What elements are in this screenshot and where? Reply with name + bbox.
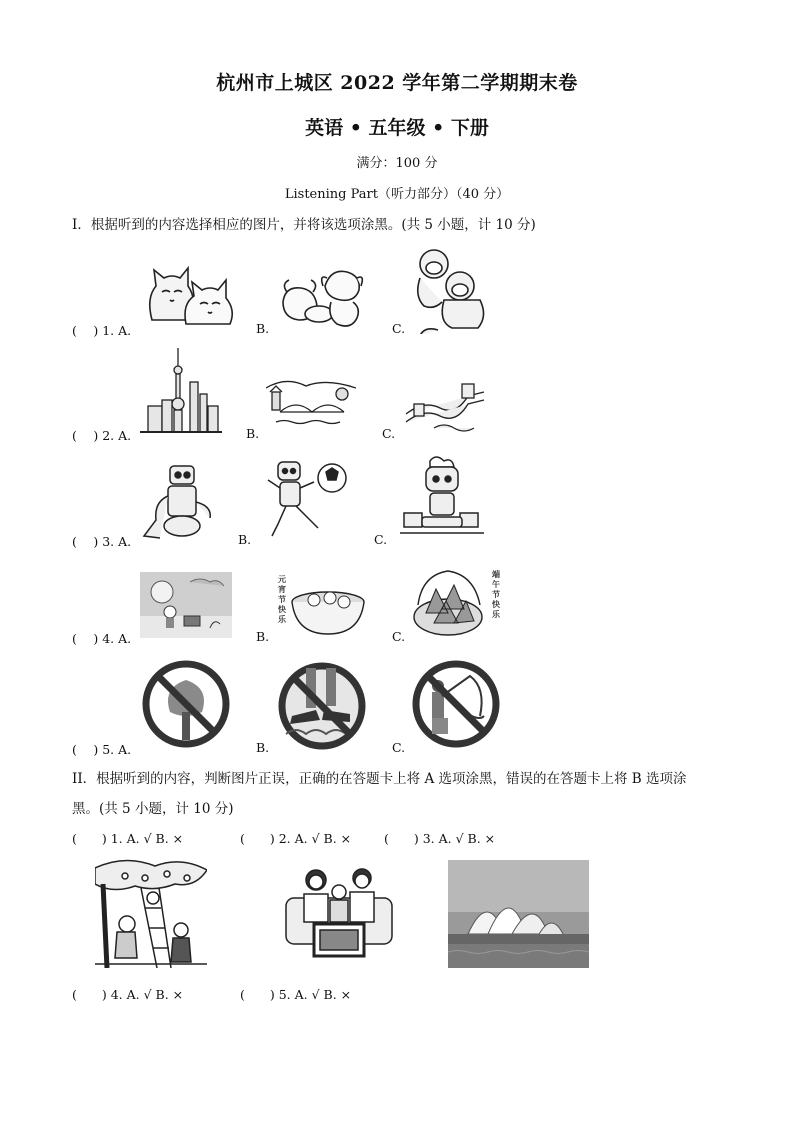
bowl-char-4: 快 (278, 605, 286, 614)
bowl-char-5: 乐 (278, 615, 286, 624)
q2-option-c: C. (382, 426, 396, 441)
mid-autumn-scene-icon (140, 572, 232, 638)
q3-option-c: C. (374, 532, 388, 547)
robot-vacuuming-icon (140, 462, 220, 542)
zongzi-char-5: 乐 (492, 610, 500, 619)
q5-option-c: C. (392, 740, 406, 755)
q2-option-b: B. (246, 426, 260, 441)
no-cutting-trees-icon (140, 658, 232, 750)
page-title: 杭州市上城区 2022 学年第二学期期末卷 (216, 72, 578, 94)
zongzi-char-4: 快 (492, 600, 500, 609)
zongzi-char-3: 节 (492, 590, 500, 599)
q2-label: ( ) 2. A. (72, 428, 132, 443)
q1-option-c: C. (392, 321, 406, 336)
q3-label: ( ) 3. A. (72, 534, 132, 549)
section1-instruction: I．根据听到的内容选择相应的图片，并将该选项涂黑。(共 5 小题，计 10 分) (72, 217, 536, 233)
two-puppies-icon (275, 262, 370, 330)
west-lake-bridge-icon (266, 374, 356, 432)
sydney-opera-house-icon (448, 860, 589, 968)
section2-instruction-line2: 黑。(共 5 小题，计 10 分) (72, 801, 234, 817)
page-subtitle: 英语 • 五年级 • 下册 (305, 117, 489, 139)
q4-option-b: B. (256, 629, 270, 644)
section2-instruction-line1: II．根据听到的内容，判断图片正误，正确的在答题卡上将 A 选项涂黑，错误的在答题卡上将 B 选项涂 (72, 771, 687, 787)
two-cats-icon (142, 258, 237, 330)
zongzi-char-1: 端 (492, 570, 500, 579)
q5-option-b: B. (256, 740, 270, 755)
two-monkeys-icon (408, 246, 490, 334)
robot-cooking-icon (396, 455, 488, 541)
q1-option-b: B. (256, 321, 270, 336)
no-fishing-icon (410, 658, 502, 750)
s2-q5: ( ) 5. A. √ B. × (240, 987, 352, 1002)
s2-q4: ( ) 4. A. √ B. × (72, 987, 184, 1002)
lantern-festival-bowl-icon (276, 572, 368, 638)
family-watching-tv-icon (282, 862, 396, 962)
bowl-char-2: 宵 (278, 585, 286, 594)
children-picking-fruit-icon (95, 858, 207, 968)
shanghai-skyline-icon (140, 346, 222, 436)
score-line: 满分：100 分 (356, 156, 438, 171)
q4-option-c: C. (392, 629, 406, 644)
great-wall-icon (404, 378, 488, 438)
zongzi-char-2: 午 (492, 580, 500, 589)
s2-q1: ( ) 1. A. √ B. × (72, 831, 184, 846)
listening-heading: Listening Part（听力部分）（40 分） (284, 187, 510, 202)
no-stepping-on-grass-icon (276, 660, 368, 752)
dragon-boat-zongzi-icon (408, 565, 504, 641)
s2-q2: ( ) 2. A. √ B. × (240, 831, 352, 846)
bowl-char-1: 元 (278, 575, 286, 584)
q5-label: ( ) 5. A. (72, 742, 132, 757)
s2-q3: ( ) 3. A. √ B. × (384, 831, 496, 846)
q3-option-b: B. (238, 532, 252, 547)
q4-label: ( ) 4. A. (72, 631, 132, 646)
q1-label: ( ) 1. A. (72, 323, 132, 338)
bowl-char-3: 节 (278, 595, 286, 604)
robot-playing-football-icon (266, 458, 350, 540)
